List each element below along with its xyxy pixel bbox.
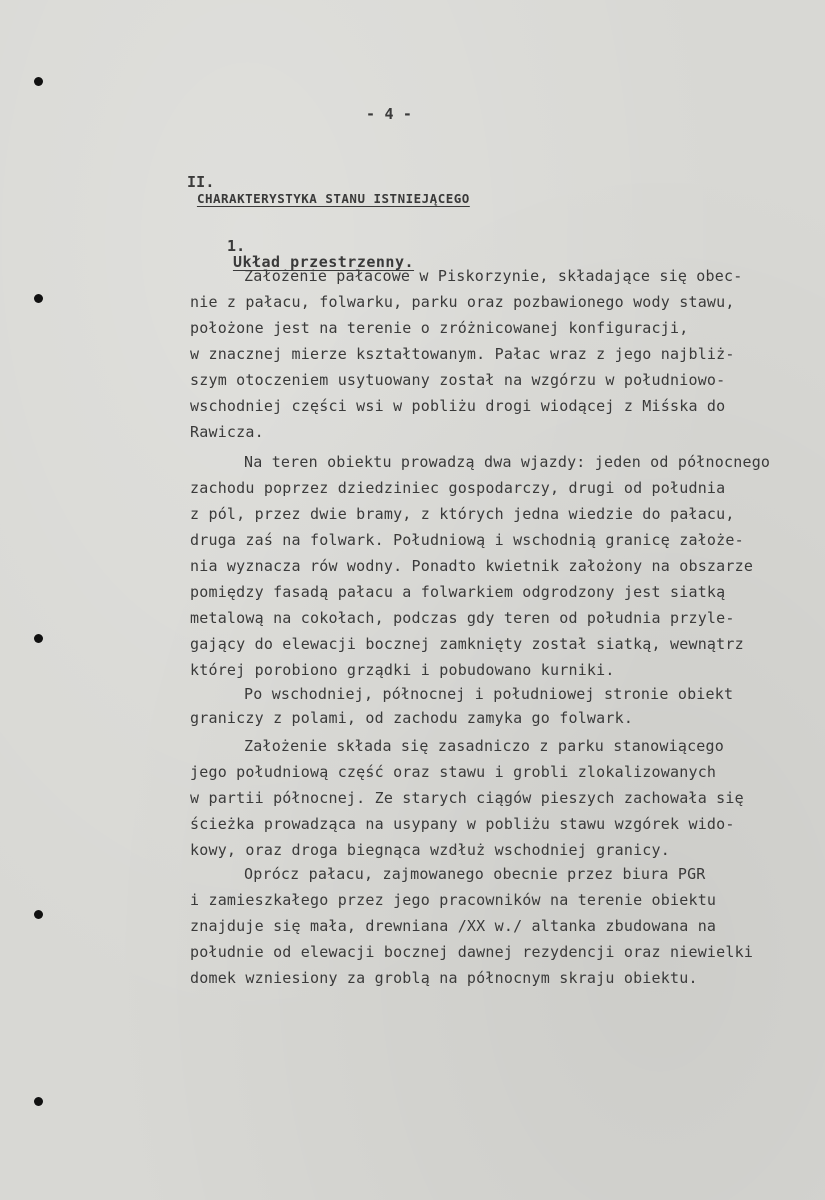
text-line: druga zaś na folwark. Południową i wschodnią granicę założe- xyxy=(190,531,744,549)
section-number: II. xyxy=(186,173,215,191)
text-line: kowy, oraz droga biegnąca wzdłuż wschodniej granicy. xyxy=(190,841,670,859)
binder-hole xyxy=(34,910,43,919)
section-heading xyxy=(150,158,470,223)
text-line: Założenie składa się zasadniczo z parku stanowiącego xyxy=(244,737,724,755)
text-line: z pól, przez dwie bramy, z których jedna wiedzie do pałacu, xyxy=(190,505,735,523)
text-line: której porobiono grządki i pobudowano kurniki. xyxy=(190,661,615,679)
section-title: CHARAKTERYSTYKA STANU ISTNIEJĄCEGO xyxy=(196,191,470,206)
text-line: i zamieszkałego przez jego pracowników na terenie obiektu xyxy=(190,891,717,909)
text-line: Po wschodniej, północnej i południowej stronie obiekt xyxy=(244,685,734,703)
binder-hole xyxy=(34,634,43,643)
text-line: w znacznej mierze kształtowanym. Pałac wraz z jego najbliż- xyxy=(190,345,735,363)
text-line: Rawicza. xyxy=(190,423,264,441)
text-line: gający do elewacji bocznej zamknięty został siatką, wewnątrz xyxy=(190,635,744,653)
text-line: znajduje się mała, drewniana /XX w./ altanka zbudowana na xyxy=(190,917,717,935)
text-line: Oprócz pałacu, zajmowanego obecnie przez biura PGR xyxy=(244,865,706,883)
subsection-number: 1. xyxy=(226,237,246,255)
page-number: - 4 - xyxy=(366,105,413,123)
text-line: domek wzniesiony za groblą na północnym skraju obiektu. xyxy=(190,969,698,987)
text-line: ścieżka prowadząca na usypany w pobliżu stawu wzgórek wido- xyxy=(190,815,735,833)
text-line: południe od elewacji bocznej dawnej rezydencji oraz niewielki xyxy=(190,943,754,961)
binder-hole xyxy=(34,1097,43,1106)
text-line: nie z pałacu, folwarku, parku oraz pozbawionego wody stawu, xyxy=(190,293,735,311)
binder-hole xyxy=(34,77,43,86)
subsection-title: Układ przestrzenny. xyxy=(232,253,415,271)
text-line: zachodu poprzez dziedziniec gospodarczy, drugi od południa xyxy=(190,479,726,497)
binder-hole xyxy=(34,294,43,303)
text-line: położone jest na terenie o zróżnicowanej konfiguracji, xyxy=(190,319,689,337)
text-line: szym otoczeniem usytuowany został na wzgórzu w południowo- xyxy=(190,371,726,389)
text-line: wschodniej części wsi w pobliżu drogi wiodącej z Miśska do xyxy=(190,397,726,415)
text-line: jego południową część oraz stawu i grobli zlokalizowanych xyxy=(190,763,717,781)
text-line: Założenie pałacowe w Piskorzynie, składające się obec- xyxy=(244,267,743,285)
text-line: pomiędzy fasadą pałacu a folwarkiem odgrodzony jest siatką xyxy=(190,583,726,601)
text-line: w partii północnej. Ze starych ciągów pieszych zachowała się xyxy=(190,789,744,807)
text-line: nia wyznacza rów wodny. Ponadto kwietnik założony na obszarze xyxy=(190,557,754,575)
text-line: metalową na cokołach, podczas gdy teren od południa przyle- xyxy=(190,609,735,627)
text-line: Na teren obiektu prowadzą dwa wjazdy: jeden od północnego xyxy=(244,453,771,471)
text-line: graniczy z polami, od zachodu zamyka go folwark. xyxy=(190,709,634,727)
